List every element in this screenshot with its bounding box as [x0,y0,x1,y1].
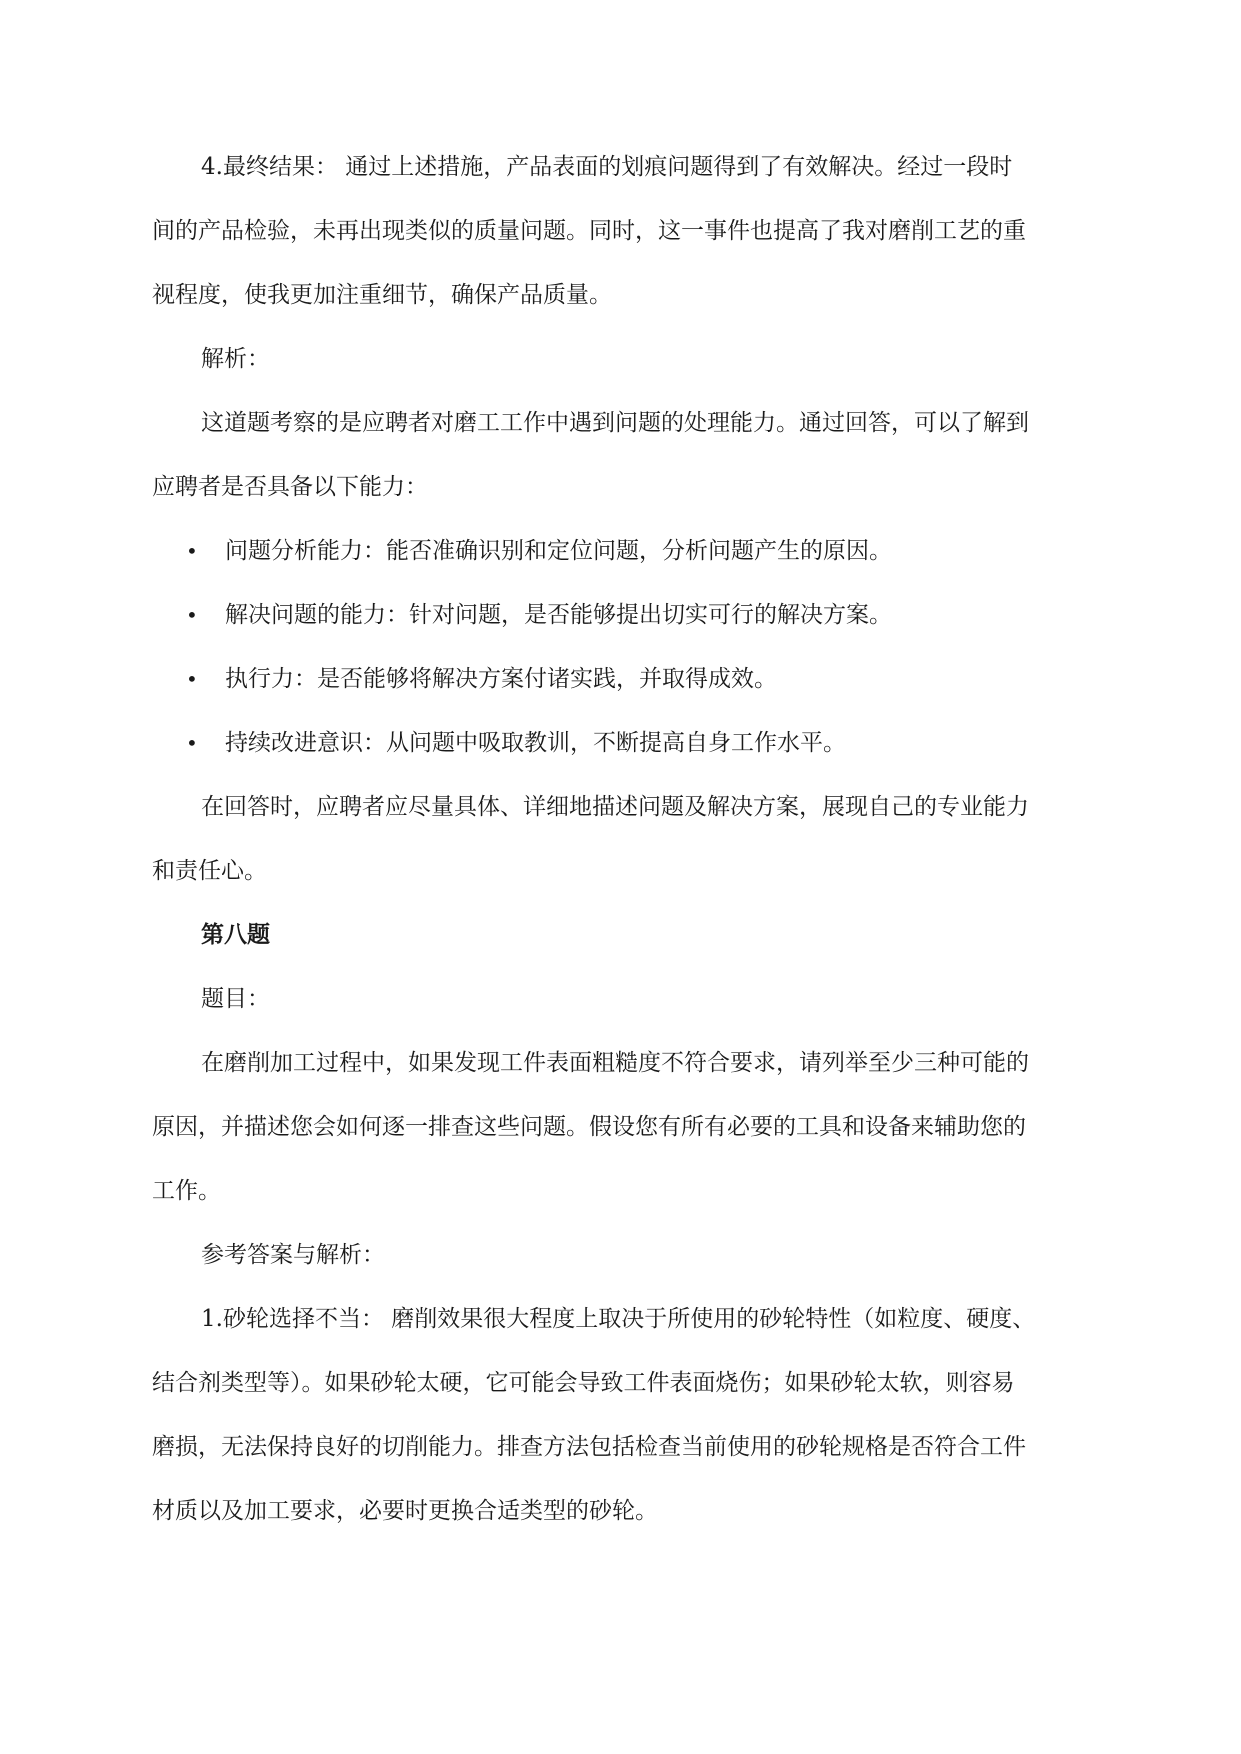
section-label: 参考答案与解析： [201,1242,385,1268]
paragraph-line: 结合剂类型等）。如果砂轮太硬，它可能会导致工件表面烧伤；如果砂轮太软，则容易 [152,1370,1015,1396]
bullet-list-item [186,664,1086,694]
bullet-icon: • [186,603,198,627]
bullet-icon: • [186,731,198,755]
bullet-icon: • [186,667,198,691]
section-label: 解析： [201,346,270,372]
section-heading: 第八题 [201,921,270,948]
bullet-text: 持续改进意识：从问题中吸取教训，不断提高自身工作水平。 [225,730,846,756]
paragraph-line: 原因，并描述您会如何逐一排查这些问题。假设您有所有必要的工具和设备来辅助您的 [152,1114,1026,1140]
paragraph-line: 1.砂轮选择不当： 磨削效果很大程度上取决于所使用的砂轮特性（如粒度、硬度、 [201,1306,1036,1332]
bullet-text: 问题分析能力：能否准确识别和定位问题，分析问题产生的原因。 [225,538,892,564]
paragraph-line: 在回答时，应聘者应尽量具体、详细地描述问题及解决方案，展现自己的专业能力 [201,794,1029,820]
bullet-list-item [186,536,1086,566]
paragraph-line: 磨损，无法保持良好的切削能力。排查方法包括检查当前使用的砂轮规格是否符合工件 [152,1434,1026,1460]
paragraph-line: 应聘者是否具备以下能力： [152,474,428,500]
paragraph-line: 材质以及加工要求，必要时更换合适类型的砂轮。 [152,1498,658,1524]
section-label: 题目： [201,986,270,1012]
paragraph-line: 间的产品检验，未再出现类似的质量问题。同时，这一事件也提高了我对磨削工艺的重 [152,218,1026,244]
paragraph-line: 在磨削加工过程中，如果发现工件表面粗糙度不符合要求，请列举至少三种可能的 [201,1050,1029,1076]
bullet-text: 解决问题的能力：针对问题，是否能够提出切实可行的解决方案。 [225,602,892,628]
bullet-list-item [186,600,1086,630]
paragraph-line: 和责任心。 [152,858,267,884]
paragraph-line: 工作。 [152,1178,221,1204]
bullet-text: 执行力：是否能够将解决方案付诸实践，并取得成效。 [225,666,777,692]
paragraph-line: 视程度，使我更加注重细节，确保产品质量。 [152,282,612,308]
paragraph-line: 4.最终结果： 通过上述措施，产品表面的划痕问题得到了有效解决。经过一段时 [201,154,1013,180]
bullet-icon: • [186,539,198,563]
paragraph-line: 这道题考察的是应聘者对磨工工作中遇到问题的处理能力。通过回答，可以了解到 [201,410,1029,436]
bullet-list-item [186,728,1086,758]
